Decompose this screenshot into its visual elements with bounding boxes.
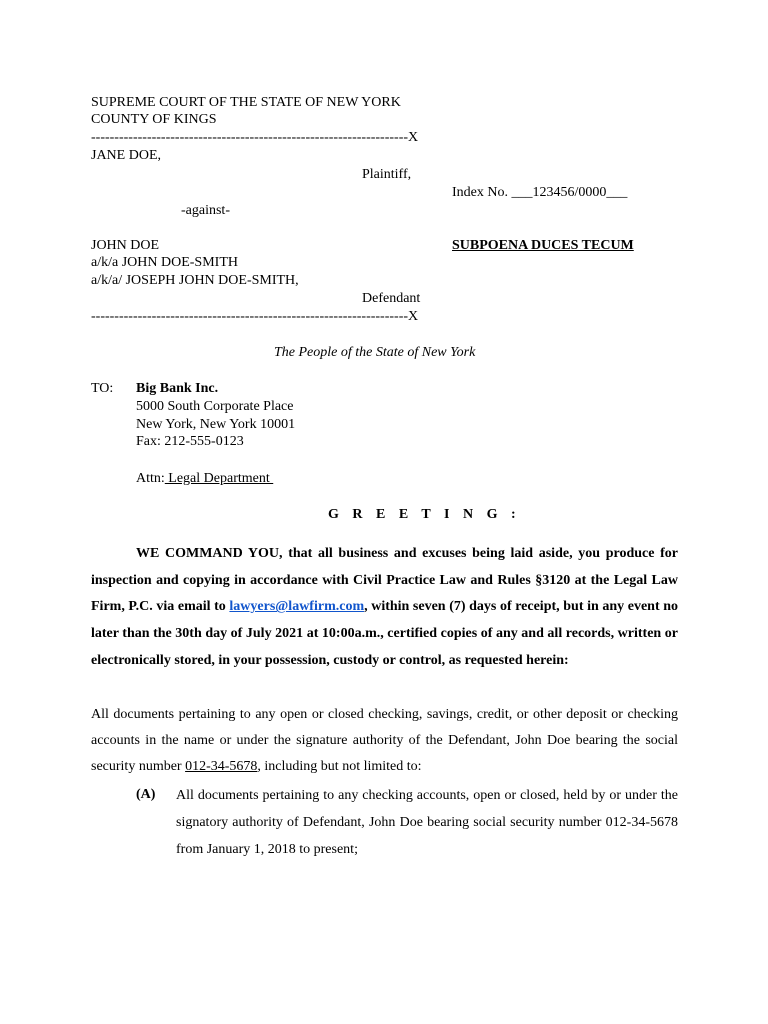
index-number: [452, 184, 627, 201]
documents-paragraph: [91, 702, 678, 781]
recipient-fax: Fax: 212-555-0123: [136, 434, 244, 449]
caption-divider-top: --------------------------------------------------------------------X: [91, 130, 419, 145]
index-value: ___123456/0000___: [511, 185, 628, 200]
caption-divider-bottom: --------------------------------------------------------------------X: [91, 309, 419, 324]
defendant-name: JOHN DOE: [91, 238, 160, 253]
against-label: -against-: [181, 203, 230, 218]
people-line: The People of the State of New York: [274, 345, 476, 360]
recipient-address-2: New York, New York 10001: [136, 417, 296, 432]
recipient-name: Big Bank Inc.: [136, 381, 219, 396]
email-link[interactable]: lawyers@lawfirm.com: [229, 599, 365, 615]
command-rest: , within seven (7) days of receipt, but in any event no later than the 30th day of July 2021 at 10:00a.m., certified copies of any and all records, written or electronically stored, in your possession, custody or control, as requested herein:: [91, 599, 678, 668]
plaintiff-label: Plaintiff,: [362, 167, 412, 182]
defendant-label: Defendant: [362, 291, 421, 306]
item-label-a: (A): [136, 787, 156, 802]
recipient-address-1: 5000 South Corporate Place: [136, 399, 294, 414]
ssn-value: 012-34-5678: [185, 759, 258, 775]
defendant-aka-2: a/k/a/ JOSEPH JOHN DOE-SMITH,: [91, 273, 299, 288]
attn-label: Attn:: [136, 471, 165, 486]
documents-rest: , including but not limited to:: [257, 759, 422, 775]
command-paragraph: [91, 541, 678, 675]
defendant-aka-1: a/k/a JOHN DOE-SMITH: [91, 255, 238, 270]
court-county: COUNTY OF KINGS: [91, 112, 217, 127]
command-lead: WE COMMAND YOU, that all business and excuses being laid aside, you produce for inspection and copying in accordance with Civil Practice Law and Rules §3120 at the Legal Law Firm, P.C. via email to: [91, 546, 678, 615]
item-text-a: All documents pertaining to any checking accounts, open or closed, held by or under the signatory authority of Defendant, John Doe bearing social security number 012-34-5678 from January 1, 2018 to present;: [176, 788, 678, 857]
attn-line: [136, 470, 273, 487]
plaintiff-name: JANE DOE,: [91, 148, 161, 163]
document-title: SUBPOENA DUCES TECUM: [452, 238, 634, 253]
documents-lead: All documents pertaining to any open or closed checking, savings, credit, or other deposit or checking accounts in the name or under the signature authority of the Defendant, John Doe bearing the social security number: [91, 707, 678, 775]
index-label: Index No.: [452, 185, 508, 200]
attn-value: Legal Department: [164, 471, 274, 486]
greeting-heading: G R E E T I N G :: [328, 507, 521, 522]
to-label: TO:: [91, 381, 114, 396]
court-name: SUPREME COURT OF THE STATE OF NEW YORK: [91, 95, 401, 110]
